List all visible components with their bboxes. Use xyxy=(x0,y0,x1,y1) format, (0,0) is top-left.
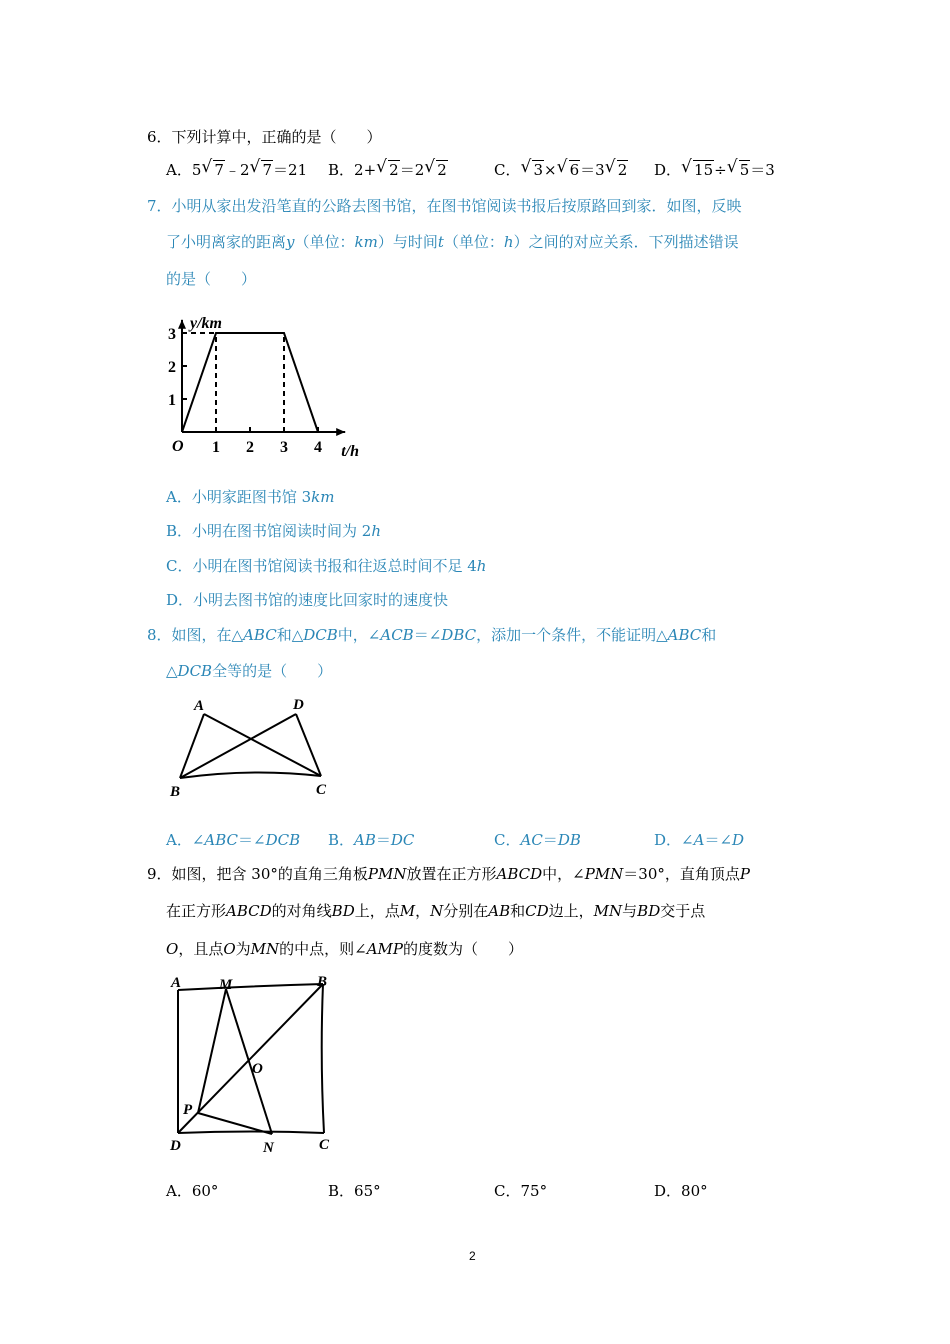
q8-option-b: B．AB＝DC xyxy=(328,831,415,849)
y-tick-label: 2 xyxy=(168,359,176,376)
x-axis-arrow xyxy=(336,428,345,436)
q9-line-2: 在正方形ABCD的对角线BD上，点M，N分别在AB和CD边上，MN与BD交于点 xyxy=(166,902,706,920)
q9-label-n: N xyxy=(263,1140,274,1156)
q6-option-d: D．√ 15÷√ 5＝3 xyxy=(654,160,775,180)
q8-line-db xyxy=(180,714,296,778)
q9-label-b: B xyxy=(317,974,328,990)
q8-line-dc xyxy=(296,714,321,776)
y-axis-arrow xyxy=(178,320,186,329)
x-tick-label: 2 xyxy=(246,439,254,456)
q8-label-d: D xyxy=(293,697,304,713)
q9-label-a: A xyxy=(171,975,182,991)
q9-line-mn xyxy=(226,989,272,1134)
q9-diagonal-bd xyxy=(178,984,323,1133)
q8-line-2: △DCB全等的是（ ） xyxy=(166,662,333,680)
q7-option-d: D．小明去图书馆的速度比回家时的速度快 xyxy=(166,591,449,609)
q9-label-c: C xyxy=(319,1137,330,1153)
q9-option-b: B．65° xyxy=(328,1182,381,1200)
q6-option-a: A．5√ 7﹣2√ 7＝21 xyxy=(166,160,307,180)
q9-label-m: M xyxy=(219,977,233,993)
y-tick-label: 3 xyxy=(168,326,176,343)
q7-option-c: C．小明在图书馆阅读书报和往返总时间不足 4h xyxy=(166,557,487,575)
q8-label-a: A xyxy=(194,698,205,714)
q9-option-d: D．80° xyxy=(654,1182,708,1200)
q8-line-1: 8．如图，在△ABC和△DCB中，∠ACB＝∠DBC，添加一个条件，不能证明△ABC和 xyxy=(147,626,717,644)
origin-label: O xyxy=(172,438,184,455)
page-number: 2 xyxy=(469,1249,476,1263)
q8-line-ac xyxy=(204,714,321,776)
x-axis-label: t/h xyxy=(341,443,359,460)
q9-line-3: O，且点O为MN的中点，则∠AMP的度数为（ ） xyxy=(166,940,524,958)
q6-option-c: C．√ 3×√ 6＝3√ 2 xyxy=(494,160,628,180)
q9-label-o: O xyxy=(252,1061,263,1077)
series-line-distance xyxy=(182,333,318,432)
q8-option-a: A．∠ABC＝∠DCB xyxy=(166,831,301,849)
q8-label-c: C xyxy=(316,782,327,798)
q9-line-mp xyxy=(198,989,226,1113)
q8-option-c: C．AC＝DB xyxy=(494,831,581,849)
x-tick-label: 1 xyxy=(212,439,220,456)
q8-option-d: D．∠A＝∠D xyxy=(654,831,745,849)
q8-line-ab xyxy=(180,714,204,778)
q7-option-a: A．小明家距图书馆 3km xyxy=(166,488,335,506)
q8-figure-lines xyxy=(180,714,321,778)
q8-figure xyxy=(166,692,336,802)
q7-option-b: B．小明在图书馆阅读时间为 2h xyxy=(166,522,382,540)
q7-line-1: 7．小明从家出发沿笔直的公路去图书馆，在图书馆阅读书报后按原路回到家．如图，反映 xyxy=(147,197,742,215)
x-tick-label: 4 xyxy=(314,439,322,456)
q8-line-bc xyxy=(180,772,321,778)
q9-square-bottom xyxy=(178,1132,324,1134)
q8-label-b: B xyxy=(170,784,181,800)
q6-stem: 6．下列计算中，正确的是（ ） xyxy=(147,128,382,146)
q9-line-1: 9．如图，把含 30°的直角三角板PMN放置在正方形ABCD中，∠PMN＝30°，直角顶点P xyxy=(147,865,750,883)
q9-label-d: D xyxy=(170,1138,181,1154)
y-tick-label: 1 xyxy=(168,392,176,409)
x-tick-label: 3 xyxy=(280,439,288,456)
q9-option-a: A．60° xyxy=(166,1182,219,1200)
q9-square-top xyxy=(178,984,323,990)
q9-figure xyxy=(166,968,346,1158)
q9-label-p: P xyxy=(183,1102,193,1118)
q6-option-b: B．2+√ 2＝2√ 2 xyxy=(328,160,448,180)
q9-square-right xyxy=(322,984,324,1133)
y-axis-label: y/km xyxy=(190,314,222,332)
q9-option-c: C．75° xyxy=(494,1182,548,1200)
q7-line-3: 的是（ ） xyxy=(166,270,257,288)
q7-line-2: 了小明离家的距离y（单位：km）与时间t（单位：h）之间的对应关系．下列描述错误 xyxy=(166,233,739,251)
q7-distance-time-graph xyxy=(166,298,386,468)
